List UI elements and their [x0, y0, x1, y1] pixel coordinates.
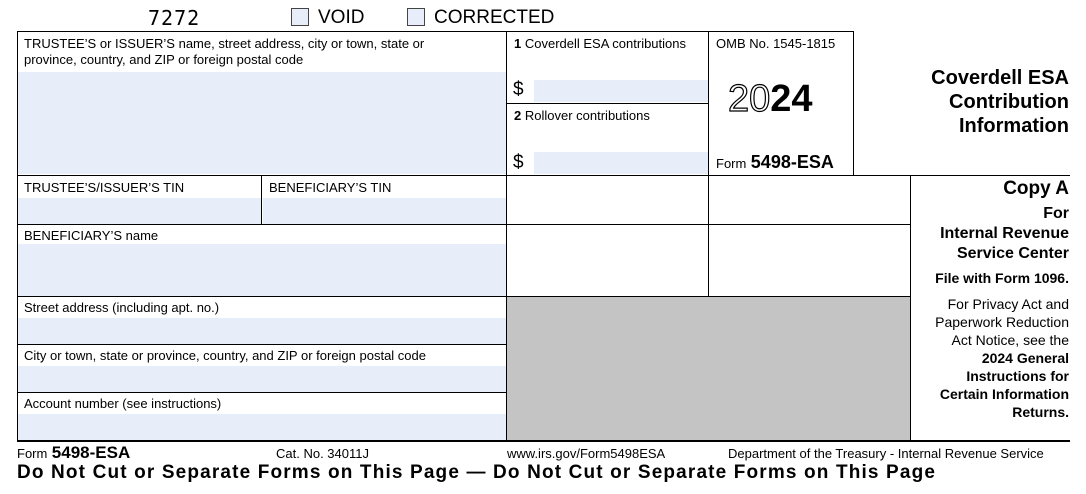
box1-number: 1: [514, 36, 522, 51]
box1-box2-divider: [507, 103, 709, 104]
cat-number: Cat. No. 34011J: [276, 446, 369, 461]
left-border: [17, 31, 18, 441]
column-divider: [506, 31, 507, 441]
copy-irs-line2: Service Center: [956, 245, 1069, 262]
privacy-line1: For Privacy Act and: [947, 296, 1069, 312]
privacy-line6: Certain Information: [939, 386, 1069, 402]
do-not-cut-notice: Do Not Cut or Separate Forms on This Page — Do Not Cut or Separate Forms on This Page: [17, 462, 937, 483]
form-code: 7272: [148, 6, 201, 30]
trustee-name-label: TRUSTEE’S or ISSUER’S name, street address, city or town, state or: [24, 36, 425, 51]
privacy-line5: Instructions for: [966, 368, 1069, 384]
box1-label-text: Coverdell ESA contributions: [524, 36, 687, 51]
footer-form-name: 5498-ESA: [51, 443, 131, 462]
beneficiary-tin-label: BENEFICIARY’S TIN: [269, 180, 392, 195]
column-divider: [708, 31, 709, 297]
form-title-line2: Contribution: [949, 91, 1069, 113]
file-with-1096: File with Form 1096.: [935, 270, 1069, 286]
corrected-label: CORRECTED: [434, 7, 555, 28]
box2-rollover-field[interactable]: [534, 152, 708, 174]
tax-year-suffix: 24: [770, 78, 813, 120]
city-label: City or town, state or province, country, and ZIP or foreign postal code: [24, 348, 426, 363]
trustee-tin-label: TRUSTEE’S/ISSUER’S TIN: [24, 180, 185, 195]
copy-a-label: Copy A: [1003, 178, 1069, 199]
row-divider: [17, 296, 910, 297]
trustee-tin-field[interactable]: [18, 198, 261, 224]
department-label: Department of the Treasury - Internal Revenue Service: [728, 446, 1044, 461]
privacy-line7: Returns.: [1012, 404, 1069, 420]
city-field[interactable]: [18, 366, 506, 392]
box1-label: [514, 36, 686, 52]
irs-url: www.irs.gov/Form5498ESA: [507, 446, 666, 461]
shaded-area: [507, 297, 910, 440]
beneficiary-tin-field[interactable]: [263, 198, 506, 224]
form-id: [716, 152, 834, 173]
tin-divider: [261, 175, 262, 225]
box2-label: [514, 108, 650, 124]
box2-label-text: Rollover contributions: [524, 108, 650, 123]
omb-number: OMB No. 1545-1815: [716, 36, 836, 51]
form-title: [931, 66, 1069, 138]
account-number-field[interactable]: [18, 414, 506, 440]
street-address-field[interactable]: [18, 318, 506, 344]
row-divider: [17, 224, 910, 225]
tax-year: [728, 78, 813, 120]
row-divider: [17, 392, 507, 393]
beneficiary-name-field[interactable]: [18, 244, 506, 296]
top-border: [17, 31, 853, 32]
column-divider: [853, 31, 854, 176]
privacy-notice: [899, 295, 1069, 421]
row-divider: [17, 175, 1070, 176]
trustee-name-field[interactable]: [18, 72, 506, 174]
privacy-line2: Paperwork Reduction: [935, 314, 1069, 330]
void-label: VOID: [318, 7, 365, 28]
box2-dollar-sign: $: [513, 152, 524, 173]
form-title-line1: Coverdell ESA: [931, 67, 1069, 89]
tax-year-prefix: 20: [728, 78, 771, 120]
privacy-line4: 2024 General: [981, 350, 1069, 366]
box1-contributions-field[interactable]: [534, 80, 708, 102]
privacy-line3: Act Notice, see the: [951, 332, 1069, 348]
footer-form-word: Form: [17, 446, 48, 461]
box1-dollar-sign: $: [513, 79, 524, 100]
row-divider: [17, 344, 507, 345]
box2-number: 2: [514, 108, 522, 123]
beneficiary-name-label: BENEFICIARY’S name: [24, 228, 159, 243]
street-address-label: Street address (including apt. no.): [24, 300, 220, 315]
footer-form-id: [17, 443, 130, 463]
form-title-line3: Information: [959, 115, 1069, 137]
trustee-name-label-cont: province, country, and ZIP or foreign postal code: [24, 52, 304, 67]
bottom-border: [17, 440, 1070, 442]
account-number-label: Account number (see instructions): [24, 396, 222, 411]
copy-irs-line1: Internal Revenue: [940, 225, 1069, 242]
copy-a-panel: [899, 178, 1069, 421]
void-checkbox[interactable]: [291, 8, 309, 26]
form-name: 5498-ESA: [750, 152, 834, 172]
form-word: Form: [716, 156, 747, 171]
corrected-checkbox[interactable]: [407, 8, 425, 26]
copy-for-label: For: [1043, 205, 1069, 222]
